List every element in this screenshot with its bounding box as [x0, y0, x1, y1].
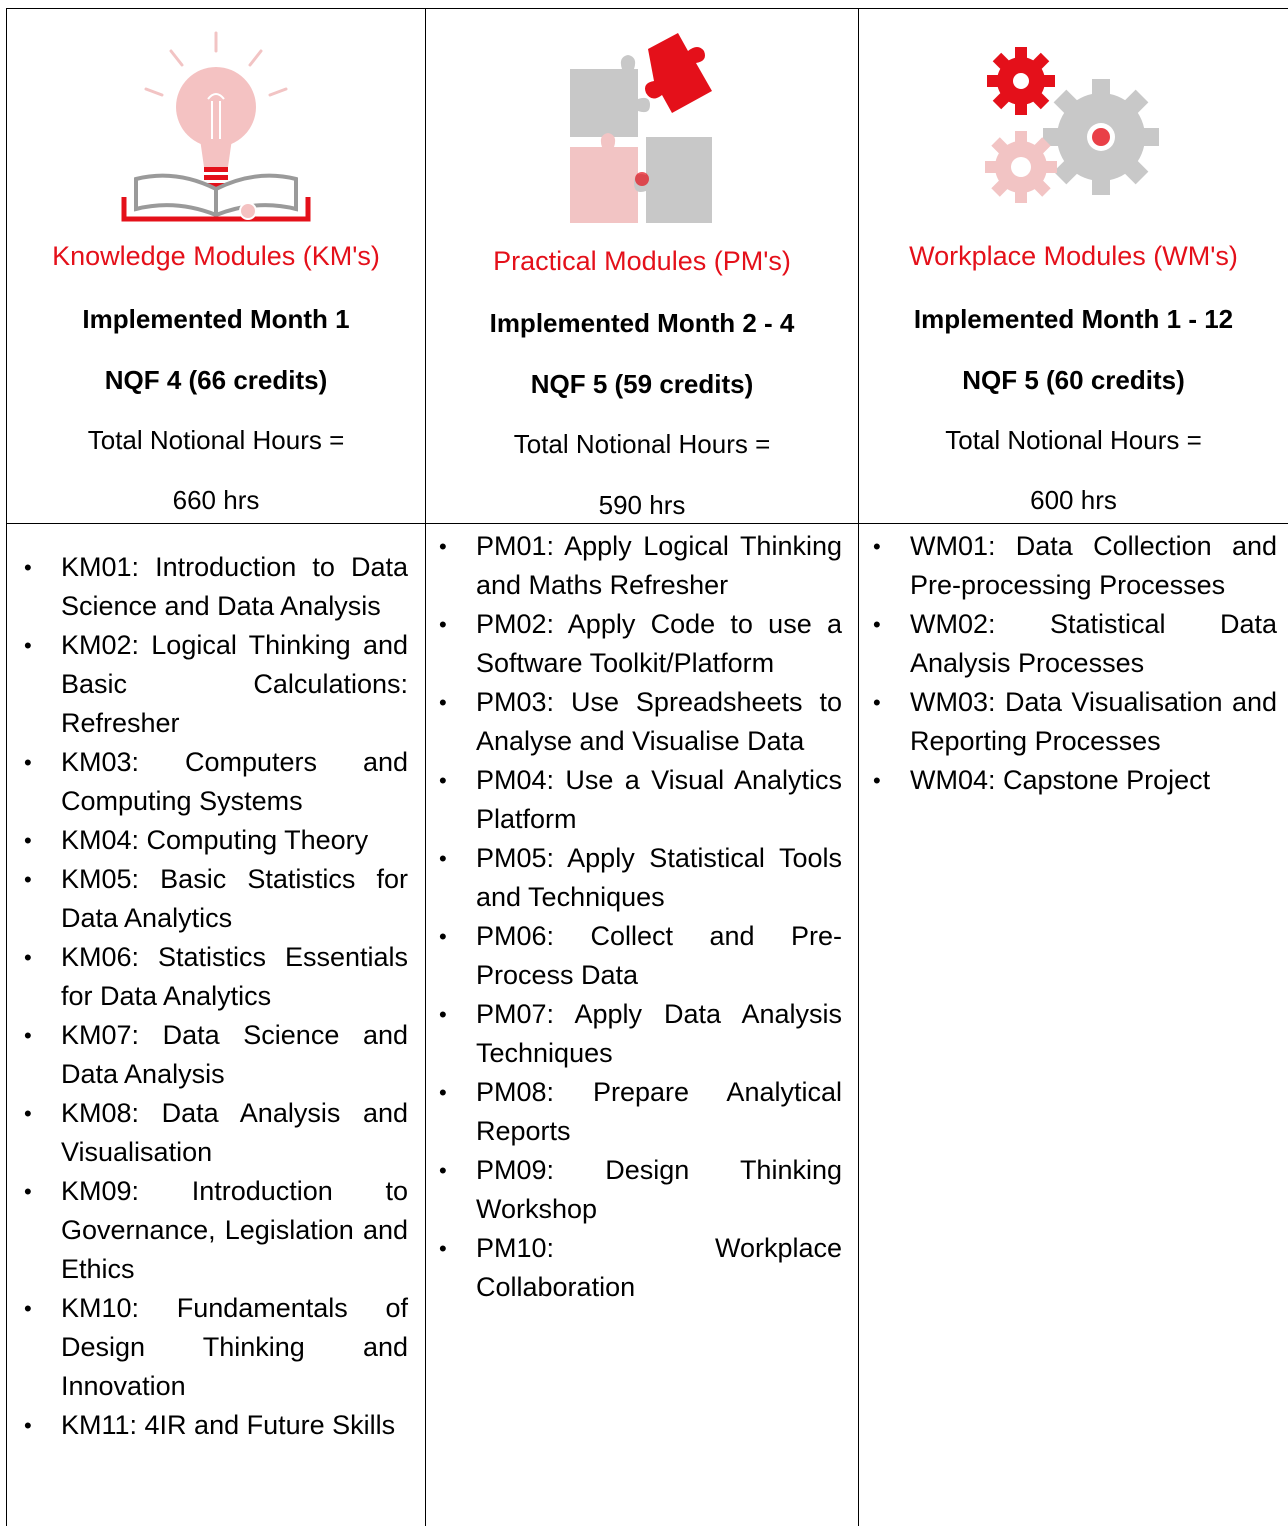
knowledge-modules-list [61, 548, 408, 1445]
knowledge-modules-title: Knowledge Modules (KM's) [52, 241, 380, 271]
list-item: • PM02: Apply Code to use a Software Toolkit/Platform [476, 605, 842, 683]
column-header-workplace [859, 9, 1288, 523]
list-item: • PM06: Collect and Pre-Process Data [476, 917, 842, 995]
workplace-implemented: Implemented Month 1 - 12 [913, 304, 1234, 334]
knowledge-nqf: NQF 4 (66 credits) [104, 365, 328, 395]
practical-hours-label: Total Notional Hours = [513, 429, 771, 459]
list-item: • KM06: Statistics Essentials for Data Analytics [61, 938, 408, 1016]
list-item: • KM07: Data Science and Data Analysis [61, 1016, 408, 1094]
header-divider [6, 523, 1288, 524]
list-item: • KM10: Fundamentals of Design Thinking and Innovation [61, 1289, 408, 1406]
list-item: • KM03: Computers and Computing Systems [61, 743, 408, 821]
list-item: • PM07: Apply Data Analysis Techniques [476, 995, 842, 1073]
list-item: • KM04: Computing Theory [61, 821, 408, 860]
list-item: • KM02: Logical Thinking and Basic Calculations: Refresher [61, 626, 408, 743]
knowledge-hours-label: Total Notional Hours = [87, 425, 345, 455]
list-item: • PM10: Workplace Collaboration [476, 1229, 842, 1307]
practical-nqf: NQF 5 (59 credits) [530, 369, 754, 399]
workplace-modules-title: Workplace Modules (WM's) [909, 241, 1238, 271]
list-item: • KM11: 4IR and Future Skills [61, 1406, 408, 1445]
practical-implemented: Implemented Month 2 - 4 [489, 308, 795, 338]
practical-modules-list [476, 527, 842, 1307]
workplace-modules-list [910, 527, 1277, 800]
practical-modules-title: Practical Modules (PM's) [493, 246, 791, 276]
list-item: • KM08: Data Analysis and Visualisation [61, 1094, 408, 1172]
column-header-practical [426, 9, 858, 523]
list-item: • PM05: Apply Statistical Tools and Techniques [476, 839, 842, 917]
puzzle-pieces-icon [426, 29, 858, 225]
workplace-nqf: NQF 5 (60 credits) [962, 365, 1185, 395]
knowledge-hours-value: 660 hrs [172, 485, 260, 515]
workplace-hours-label: Total Notional Hours = [945, 425, 1202, 455]
list-item: • PM04: Use a Visual Analytics Platform [476, 761, 842, 839]
list-item: • PM08: Prepare Analytical Reports [476, 1073, 842, 1151]
gears-icon [859, 39, 1288, 219]
list-item: • WM02: Statistical Data Analysis Processes [910, 605, 1277, 683]
list-item: • WM01: Data Collection and Pre-processing Processes [910, 527, 1277, 605]
lightbulb-book-icon [7, 29, 425, 229]
list-item: • KM05: Basic Statistics for Data Analytics [61, 860, 408, 938]
list-item: • PM01: Apply Logical Thinking and Maths Refresher [476, 527, 842, 605]
knowledge-implemented: Implemented Month 1 [82, 304, 350, 334]
practical-hours-value: 590 hrs [598, 490, 686, 520]
workplace-hours-value: 600 hrs [1030, 485, 1117, 515]
list-item: • WM03: Data Visualisation and Reporting Processes [910, 683, 1277, 761]
list-item: • PM09: Design Thinking Workshop [476, 1151, 842, 1229]
list-item: • PM03: Use Spreadsheets to Analyse and Visualise Data [476, 683, 842, 761]
list-item: • WM04: Capstone Project [910, 761, 1277, 800]
list-item: • KM09: Introduction to Governance, Legislation and Ethics [61, 1172, 408, 1289]
column-header-knowledge [7, 9, 425, 523]
list-item: • KM01: Introduction to Data Science and Data Analysis [61, 548, 408, 626]
